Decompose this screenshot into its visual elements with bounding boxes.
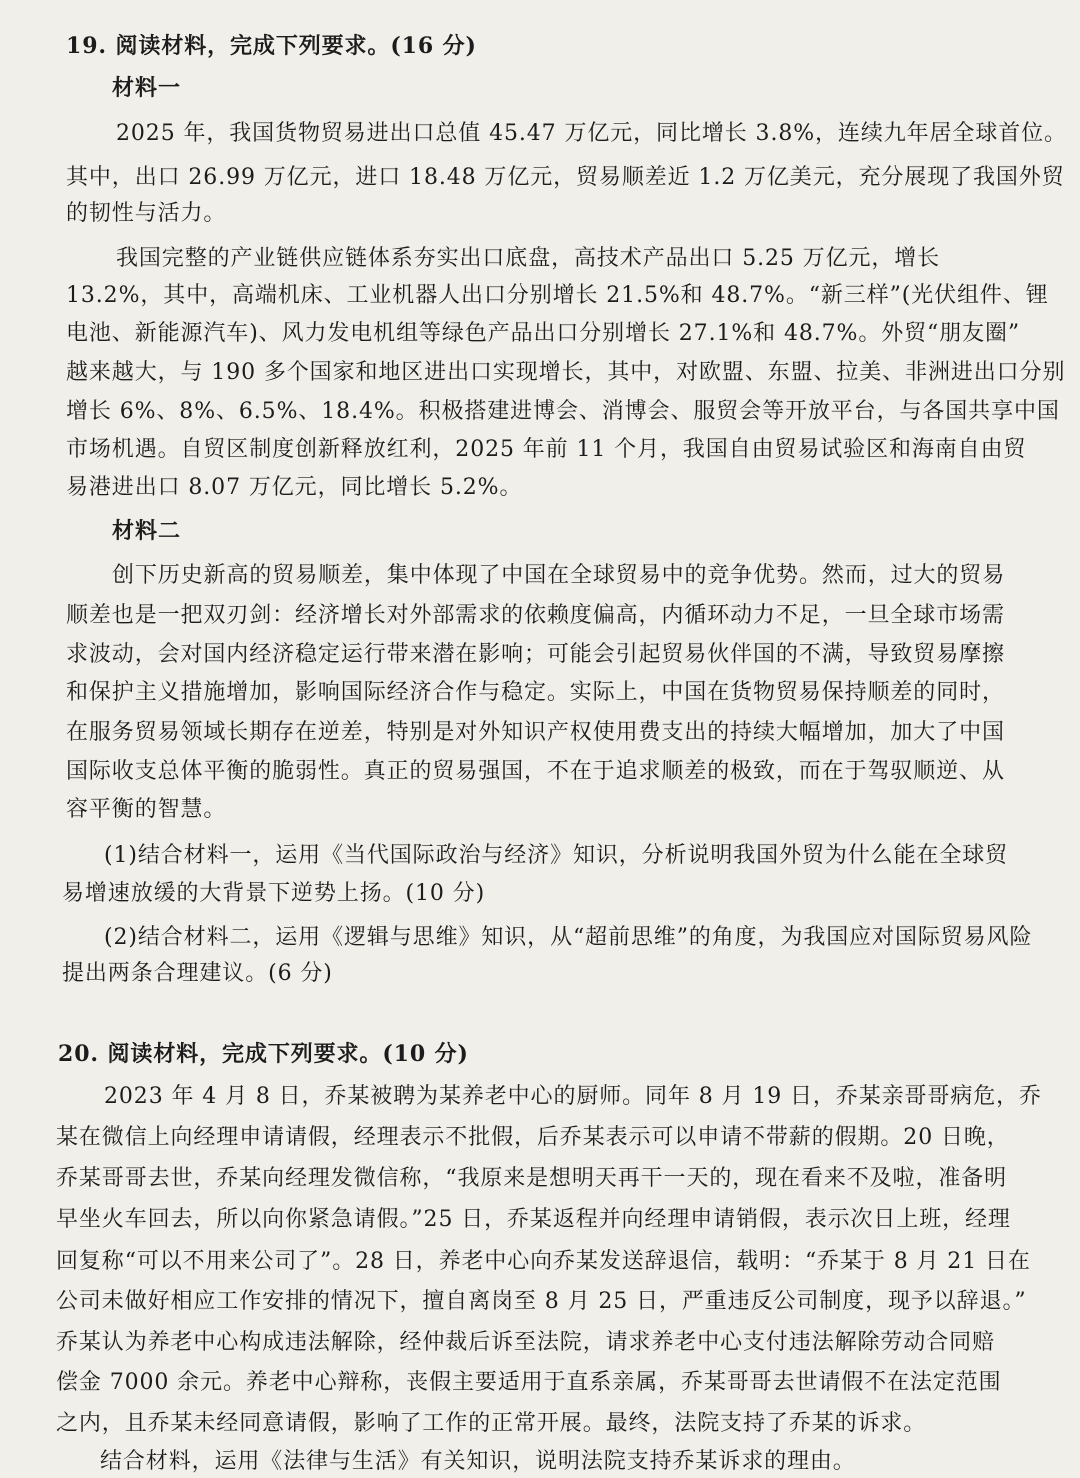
q19-m2-line: 和保护主义措施增加，影响国际经济合作与稳定。实际上，中国在货物贸易保持顺差的同时， [66, 680, 1005, 705]
q19-sub2-line: 提出两条合理建议。(6 分) [62, 961, 333, 986]
q19-m1-p2-line: 易港进出口 8.07 万亿元，同比增长 5.2%。 [66, 475, 523, 500]
q19-m2-line: 在服务贸易领域长期存在逆差，特别是对外知识产权使用费支出的持续大幅增加，加大了中国 [66, 720, 1005, 745]
q20-line: 偿金 7000 余元。养老中心辩称，丧假主要适用于直系亲属，乔某哥哥去世请假不在法定范围 [56, 1370, 1002, 1395]
q19-m1-p2-line: 市场机遇。自贸区制度创新释放红利，2025 年前 11 个月，我国自由贸易试验区和海南自由贸 [66, 437, 1027, 462]
q19-m1-p2-line: 电池、新能源汽车)、风力发电机组等绿色产品出口分别增长 27.1%和 48.7%。外贸“朋友圈” [66, 321, 1021, 346]
q19-m1-p1-line: 的韧性与活力。 [66, 201, 227, 226]
q19-m2-line: 创下历史新高的贸易顺差，集中体现了中国在全球贸易中的竞争优势。然而，过大的贸易 [112, 563, 1006, 588]
q19-m1-p2-line: 增长 6%、8%、6.5%、18.4%。积极搭建进博会、消博会、服贸会等开放平台，与各国共享中国 [66, 399, 1060, 424]
q20-task: 结合材料，运用《法律与生活》有关知识，说明法院支持乔某诉求的理由。 [100, 1449, 856, 1474]
q19-material1-label: 材料一 [112, 75, 182, 101]
q20-line: 2023 年 4 月 8 日，乔某被聘为某养老中心的厨师。同年 8 月 19 日，乔某亲哥哥病危，乔 [104, 1084, 1042, 1109]
q20-line: 早坐火车回去，所以向你紧急请假。”25 日，乔某返程并向经理申请销假，表示次日上班，经理 [56, 1207, 1011, 1232]
q19-m2-line: 国际收支总体平衡的脆弱性。真正的贸易强国，不在于追求顺差的极致，而在于驾驭顺逆、从 [66, 759, 1005, 784]
q20-line: 回复称“可以不用来公司了”。28 日，养老中心向乔某发送辞退信，载明：“乔某于 8 月 21 日在 [56, 1249, 1031, 1274]
q19-m2-line: 容平衡的智慧。 [66, 797, 227, 822]
q19-m2-line: 求波动，会对国内经济稳定运行带来潜在影响；可能会引起贸易伙伴国的不满，导致贸易摩擦 [66, 642, 1005, 667]
q19-sub1-line: 易增速放缓的大背景下逆势上扬。(10 分) [62, 881, 486, 906]
q19-m1-p2-line: 我国完整的产业链供应链体系夯实出口底盘，高技术产品出口 5.25 万亿元，增长 [116, 246, 941, 271]
q20-title: 20. 阅读材料，完成下列要求。(10 分) [58, 1041, 469, 1067]
q20-line: 某在微信上向经理申请请假，经理表示不批假，后乔某表示可以申请不带薪的假期。20 日晚， [56, 1125, 1010, 1150]
q19-sub2-line: (2)结合材料二，运用《逻辑与思维》知识，从“超前思维”的角度，为我国应对国际贸易风险 [104, 925, 1033, 950]
q19-m1-p2-line: 越来越大，与 190 多个国家和地区进出口实现增长，其中，对欧盟、东盟、拉美、非洲进出口分别 [66, 360, 1066, 385]
q19-m1-p1-line: 2025 年，我国货物贸易进出口总值 45.47 万亿元，同比增长 3.8%，连续九年居全球首位。 [116, 121, 1067, 146]
q19-sub1-line: (1)结合材料一，运用《当代国际政治与经济》知识，分析说明我国外贸为什么能在全球贸 [104, 843, 1009, 868]
q19-title: 19. 阅读材料，完成下列要求。(16 分) [66, 33, 477, 59]
q20-line: 乔某认为养老中心构成违法解除，经仲裁后诉至法院，请求养老中心支付违法解除劳动合同赔 [56, 1330, 995, 1355]
q19-m2-line: 顺差也是一把双刃剑：经济增长对外部需求的依赖度偏高，内循环动力不足，一旦全球市场需 [66, 603, 1005, 628]
q20-line: 乔某哥哥去世，乔某向经理发微信称，“我原来是想明天再干一天的，现在看来不及啦，准备明 [56, 1166, 1008, 1191]
q19-m1-p1-line: 其中，出口 26.99 万亿元，进口 18.48 万亿元，贸易顺差近 1.2 万亿美元，充分展现了我国外贸 [66, 165, 1065, 190]
q19-m1-p2-line: 13.2%，其中，高端机床、工业机器人出口分别增长 21.5%和 48.7%。“新三样”(光伏组件、锂 [66, 283, 1049, 308]
q20-line: 公司未做好相应工作安排的情况下，擅自离岗至 8 月 25 日，严重违反公司制度，现予以辞退。” [56, 1289, 1027, 1314]
q19-material2-label: 材料二 [112, 518, 182, 544]
q20-line: 之内，且乔某未经同意请假，影响了工作的正常开展。最终，法院支持了乔某的诉求。 [56, 1411, 927, 1436]
